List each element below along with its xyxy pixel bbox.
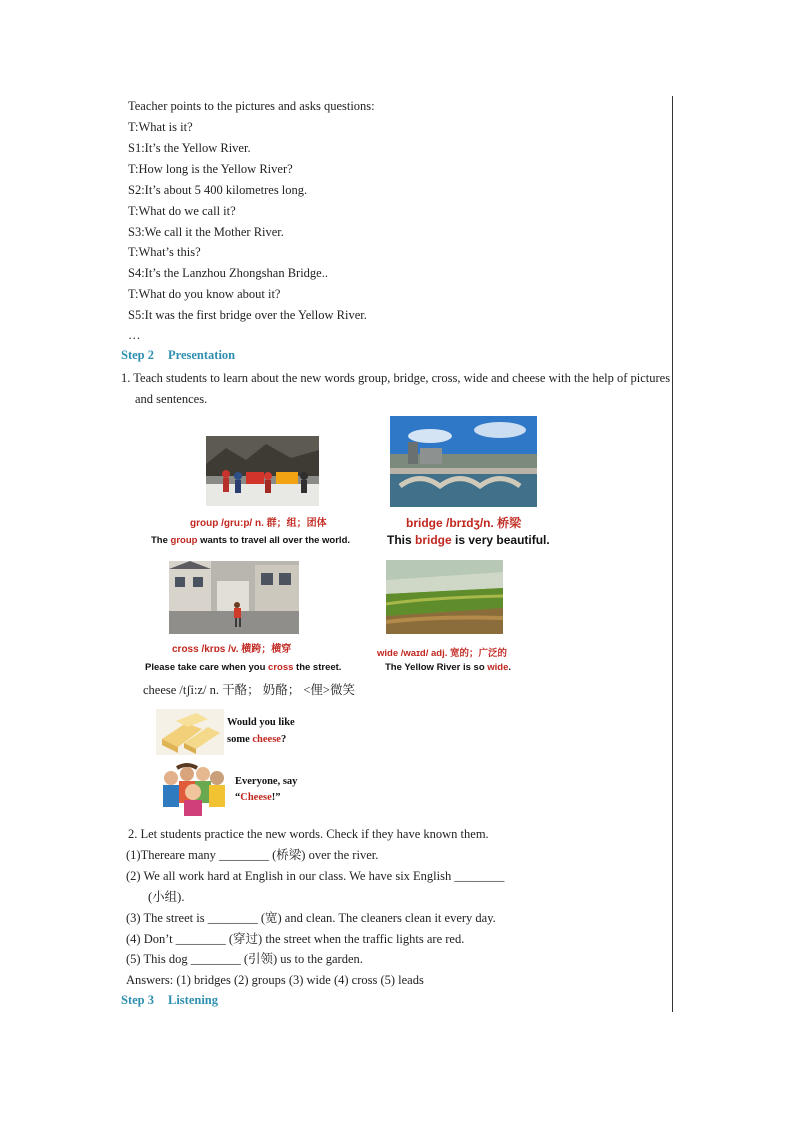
highlight-word: group (170, 535, 198, 546)
exercise-line: (4) Don’t ________ (穿过) the street when the traffic lights are red. (126, 932, 465, 946)
cross-photo (169, 561, 299, 634)
group-sentence (151, 535, 350, 546)
intro-line: S2:It’s about 5 400 kilometres long. (128, 183, 308, 197)
wide-definition: wide /waɪd/ adj. 宽的；广泛的 (377, 648, 508, 659)
sentence-part: ? (280, 734, 287, 745)
highlight-word: cheese (252, 734, 281, 745)
group-definition: group /gru:p/ n. 群；组；团体 (190, 518, 327, 529)
exercise-line: (5) This dog ________ (引领) us to the garden. (126, 952, 363, 966)
intro-line: T:What’s this? (128, 245, 201, 259)
sentence-part: some (227, 734, 253, 745)
sentence-part: The (151, 535, 171, 546)
highlight-word: cross (268, 662, 294, 673)
step-title: Listening (168, 993, 219, 1007)
wide-river-photo (386, 560, 503, 634)
sentence-part: the street. (293, 662, 342, 673)
intro-line: T:What do we call it? (128, 204, 236, 218)
step-title: Presentation (168, 348, 236, 362)
cheese-say-line2 (235, 792, 281, 803)
sentence-part: “ (235, 792, 241, 803)
intro-line: T:How long is the Yellow River? (128, 162, 293, 176)
step-number: Step 2 (121, 348, 154, 362)
bridge-sentence (387, 533, 550, 547)
wide-sentence (385, 662, 511, 673)
sentence-part: The Yellow River is so (385, 662, 488, 673)
highlight-word: bridge (415, 533, 452, 547)
intro-line: Teacher points to the pictures and asks questions: (128, 99, 375, 113)
bridge-definition: bridge /brɪdʒ/n. 桥梁 (406, 516, 522, 530)
sentence-part: This (387, 533, 416, 547)
intro-line: S4:It’s the Lanzhou Zhongshan Bridge.. (128, 266, 328, 280)
table-border-right (672, 96, 673, 1012)
highlight-word: Cheese (240, 792, 272, 803)
exercise-line: (1)Thereare many ________ (桥梁) over the river. (126, 848, 379, 862)
sentence-part: . (508, 662, 512, 673)
cheese-say-line1: Everyone, say (235, 776, 298, 787)
cross-sentence (145, 662, 341, 673)
group-photo (206, 436, 319, 506)
intro-line: S3:We call it the Mother River. (128, 225, 284, 239)
cheese-photo (156, 709, 224, 755)
exercise-line: 2. Let students practice the new words. Check if they have known them. (128, 827, 489, 841)
intro-line: T:What do you know about it? (128, 287, 281, 301)
sentence-part: !” (271, 792, 281, 803)
item-1-text: 1. Teach students to learn about the new words group, bridge, cross, wide and cheese with the help of pictures and sentences. (121, 371, 671, 406)
highlight-word: wide (487, 662, 509, 673)
smiling-people-photo (157, 762, 229, 816)
intro-line: S1:It’s the Yellow River. (128, 141, 251, 155)
cheese-question-line1: Would you like (227, 717, 295, 728)
sentence-part: wants to travel all over the world. (197, 535, 351, 546)
answers-line: Answers: (1) bridges (2) groups (3) wide (4) cross (5) leads (126, 973, 424, 987)
intro-line: … (128, 328, 141, 342)
exercise-line: (3) The street is ________ (宽) and clean. The cleaners clean it every day. (126, 911, 496, 925)
intro-line: T:What is it? (128, 120, 193, 134)
exercise-line: (小组). (148, 890, 185, 904)
bridge-photo (390, 416, 537, 507)
exercise-line: (2) We all work hard at English in our class. We have six English ________ (126, 869, 505, 883)
step-number: Step 3 (121, 993, 154, 1007)
sentence-part: Please take care when you (145, 662, 269, 673)
cheese-question-line2 (227, 734, 286, 745)
step3-heading (121, 993, 218, 1008)
cheese-definition: cheese /tʃi:z/ n. 干酪； 奶酪； <俚>微笑 (143, 683, 355, 697)
cross-definition: cross /krɒs /v. 横跨；横穿 (172, 644, 292, 655)
step2-heading (121, 348, 235, 363)
intro-line: S5:It was the first bridge over the Yellow River. (128, 308, 367, 322)
sentence-part: is very beautiful. (451, 533, 550, 547)
